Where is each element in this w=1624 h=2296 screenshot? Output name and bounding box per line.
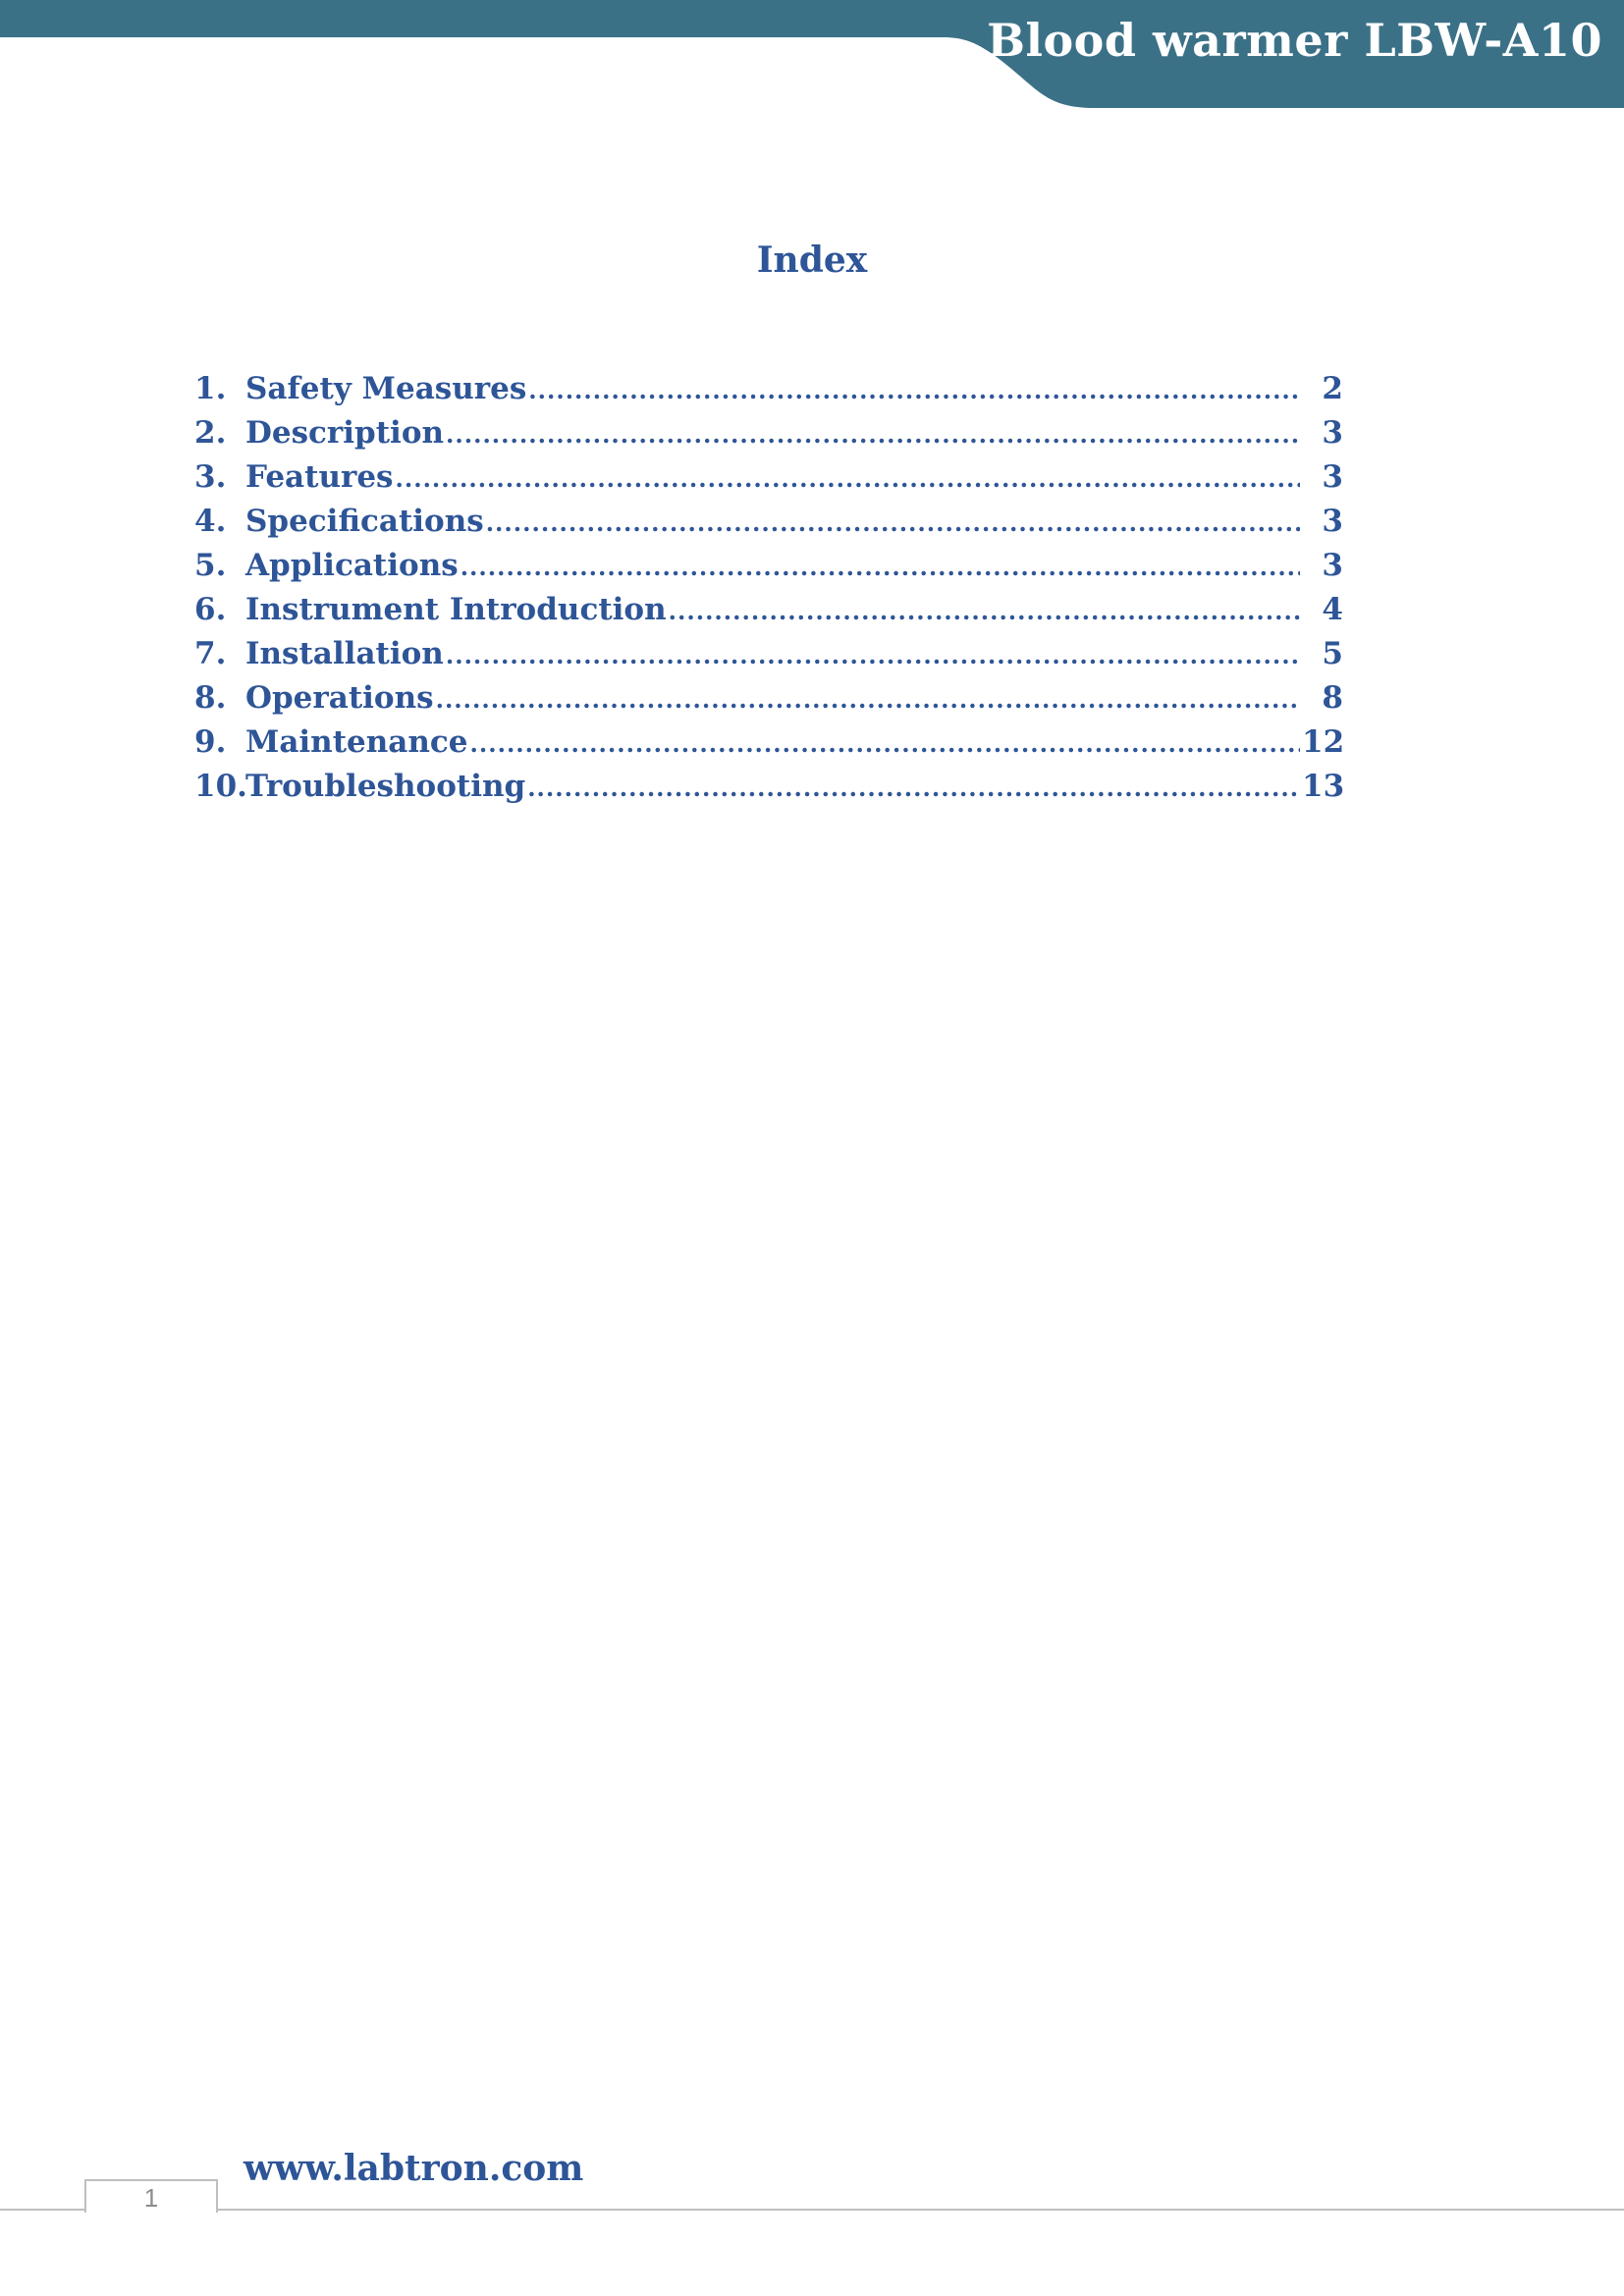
toc-number: 1. bbox=[194, 371, 227, 406]
toc-number: 7. bbox=[194, 636, 227, 671]
toc-item-applications[interactable] bbox=[194, 548, 1343, 592]
toc-item-maintenance[interactable] bbox=[194, 724, 1343, 769]
toc-page-number: 2 bbox=[1322, 371, 1343, 406]
toc-item-operations[interactable] bbox=[194, 680, 1343, 724]
toc-label: Operations bbox=[245, 680, 434, 716]
toc-label: Maintenance bbox=[245, 724, 468, 760]
toc-leader-dots bbox=[470, 729, 1300, 758]
toc-page-number: 3 bbox=[1322, 415, 1343, 451]
page-number: 1 bbox=[143, 2183, 159, 2213]
toc-item-specifications[interactable] bbox=[194, 504, 1343, 548]
toc-number: 5. bbox=[194, 548, 227, 583]
toc-label: Installation bbox=[245, 636, 444, 671]
toc-number: 4. bbox=[194, 504, 227, 539]
footer-rule bbox=[0, 2209, 1624, 2211]
toc-leader-dots bbox=[527, 774, 1300, 802]
toc-page-number: 3 bbox=[1322, 504, 1343, 539]
toc-number: 9. bbox=[194, 724, 227, 760]
toc-item-safety-measures[interactable] bbox=[194, 371, 1343, 415]
toc-leader-dots bbox=[460, 553, 1300, 581]
toc-page-number: 4 bbox=[1322, 592, 1343, 627]
toc-leader-dots bbox=[436, 685, 1300, 714]
toc-item-instrument-introduction[interactable] bbox=[194, 592, 1343, 636]
toc-label: Troubleshooting bbox=[245, 769, 526, 804]
toc-page-number: 5 bbox=[1322, 636, 1343, 671]
table-of-contents bbox=[194, 371, 1343, 813]
toc-leader-dots bbox=[669, 597, 1300, 625]
toc-leader-dots bbox=[528, 376, 1300, 404]
toc-number: 6. bbox=[194, 592, 227, 627]
toc-leader-dots bbox=[486, 508, 1300, 537]
toc-page-number: 3 bbox=[1322, 459, 1343, 495]
toc-number: 8. bbox=[194, 680, 227, 716]
toc-page-number: 8 bbox=[1322, 680, 1343, 716]
toc-label: Applications bbox=[245, 548, 459, 583]
toc-number: 3. bbox=[194, 459, 227, 495]
toc-page-number: 3 bbox=[1322, 548, 1343, 583]
toc-leader-dots bbox=[446, 641, 1300, 669]
toc-item-installation[interactable] bbox=[194, 636, 1343, 680]
toc-leader-dots bbox=[446, 420, 1300, 449]
toc-page-number: 13 bbox=[1302, 769, 1345, 804]
toc-item-troubleshooting[interactable] bbox=[194, 769, 1343, 813]
toc-label: Instrument Introduction bbox=[245, 592, 667, 627]
footer-website-link[interactable]: www.labtron.com bbox=[244, 2148, 584, 2189]
toc-label: Description bbox=[245, 415, 445, 451]
toc-label: Safety Measures bbox=[245, 371, 527, 406]
toc-label: Features bbox=[245, 459, 394, 495]
toc-item-features[interactable] bbox=[194, 459, 1343, 504]
toc-leader-dots bbox=[396, 464, 1301, 493]
document-title: Blood warmer LBW-A10 bbox=[987, 14, 1602, 67]
toc-item-description[interactable] bbox=[194, 415, 1343, 459]
toc-number: 10. bbox=[194, 769, 247, 804]
toc-label: Specifications bbox=[245, 504, 484, 539]
toc-number: 2. bbox=[194, 415, 227, 451]
index-heading: Index bbox=[756, 240, 868, 281]
toc-page-number: 12 bbox=[1302, 724, 1345, 760]
